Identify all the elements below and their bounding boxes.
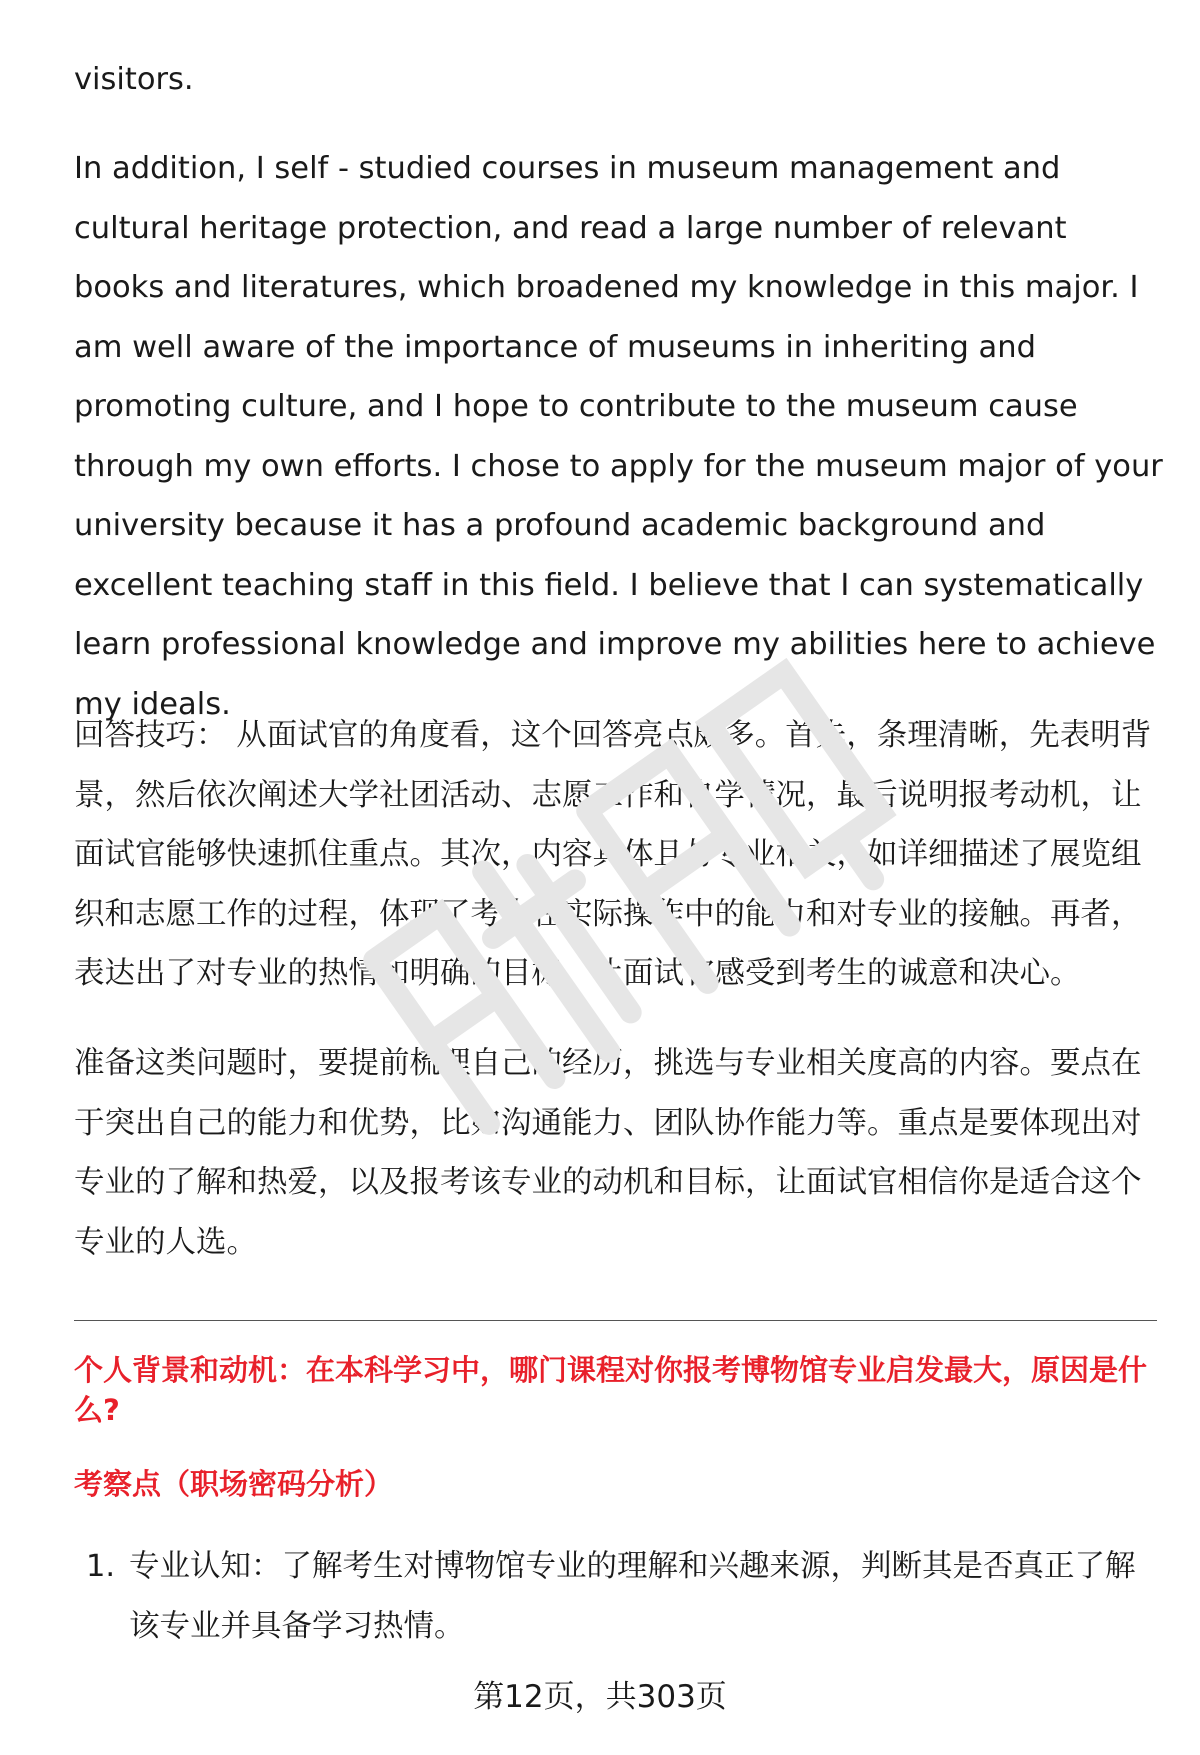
paragraph-answer-tip: 回答技巧： 从面试官的角度看，这个回答亮点颇多。首先，条理清晰，先表明背景，然后依次阐述大学社团活动、志愿工作和自学情况，最后说明报考动机，让面试官能够快速抓住重点。其次，内容具体且与专业相关，如详细描述了展览组织和志愿工作的过程，体现了考生在实际操作中的能力和对专业的接触。再者，表达出了对专业的热情和明确的目标，让面试官感受到考生的诚意和决心。 xyxy=(74,718,1152,991)
list-item-number: 1. xyxy=(86,1549,116,1584)
question-title: 个人背景和动机：在本科学习中，哪门课程对你报考博物馆专业启发最大，原因是什么? xyxy=(74,1353,1148,1427)
paragraph-self-study: In addition, I self - studied courses in museum management and cultural heritage protection, and read a large number of relevant books and literatures, which broadened my knowledge in this major. I am well aware of the importance of museums in inheriting and promoting culture, and I hope to contribute to the museum cause through my own efforts. I chose to apply for the museum major of your university because it has a profound academic background and excellent teaching staff in this field. I believe that I can systematically learn professional knowledge and improve my abilities here to achieve my ideals. xyxy=(74,151,1163,722)
paragraph-preparation: 准备这类问题时，要提前梳理自己的经历，挑选与专业相关度高的内容。要点在于突出自己的能力和优势，比如沟通能力、团队协作能力等。重点是要体现出对专业的了解和热爱，以及报考该专业的动机和目标，让面试官相信你是适合这个专业的人选。 xyxy=(74,1046,1142,1260)
page-footer: 第12页，共303页 xyxy=(473,1679,727,1715)
paragraph-visitors: visitors. xyxy=(74,62,194,97)
list-item-text: 专业认知：了解考生对博物馆专业的理解和兴趣来源，判断其是否真正了解该专业并具备学习热情。 xyxy=(129,1549,1136,1644)
section-divider xyxy=(74,1320,1157,1321)
list-item xyxy=(74,1537,1159,1656)
assessment-points-heading: 考察点（职场密码分析） xyxy=(74,1467,394,1501)
assessment-points-list xyxy=(74,1537,1159,1656)
